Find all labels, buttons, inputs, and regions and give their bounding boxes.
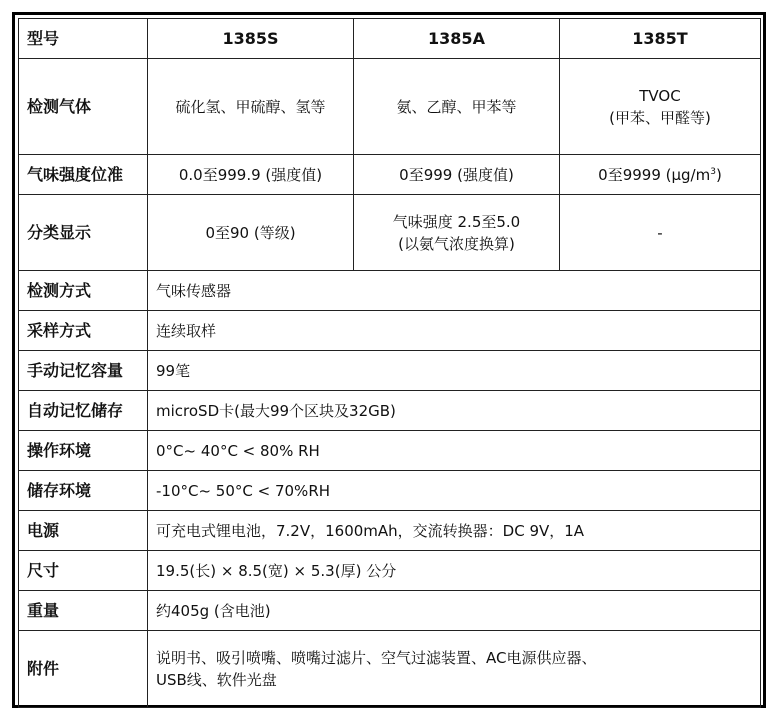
spec-label: 储存环境	[19, 471, 148, 511]
spec-label: 手动记忆容量	[19, 351, 148, 391]
classification-1385a	[354, 195, 560, 271]
gas-detection-label: 检测气体	[19, 59, 148, 155]
spec-label: 尺寸	[19, 551, 148, 591]
accessories-line2: USB线、软件光盘	[156, 671, 277, 689]
spec-row-sampling-method	[19, 311, 761, 351]
spec-value: 约405g (含电池)	[148, 591, 761, 631]
model-1385s: 1385S	[148, 19, 354, 59]
spec-value: 可充电式锂电池，7.2V，1600mAh，交流转换器：DC 9V，1A	[148, 511, 761, 551]
gas-detection-1385t-line1: TVOC	[639, 86, 681, 105]
gas-detection-1385a: 氨、乙醇、甲苯等	[354, 59, 560, 155]
classification-1385t: -	[560, 195, 761, 271]
spec-value: 气味传感器	[148, 271, 761, 311]
spec-row-storage-env	[19, 471, 761, 511]
spec-row-weight	[19, 591, 761, 631]
spec-label: 采样方式	[19, 311, 148, 351]
odor-level-1385t	[560, 155, 761, 195]
gas-detection-row	[19, 59, 761, 155]
classification-label: 分类显示	[19, 195, 148, 271]
spec-label: 电源	[19, 511, 148, 551]
gas-detection-1385t	[560, 59, 761, 155]
spec-row-dimensions	[19, 551, 761, 591]
spec-value: 19.5(长) × 8.5(宽) × 5.3(厚) 公分	[148, 551, 761, 591]
spec-label: 自动记忆储存	[19, 391, 148, 431]
header-row	[19, 19, 761, 59]
spec-value: 连续取样	[148, 311, 761, 351]
model-label: 型号	[19, 19, 148, 59]
spec-value: microSD卡(最大99个区块及32GB)	[148, 391, 761, 431]
gas-detection-1385t-line2: (甲苯、甲醛等)	[609, 108, 711, 127]
spec-table	[18, 18, 761, 708]
accessories-value	[148, 631, 761, 708]
gas-detection-1385s: 硫化氢、甲硫醇、氢等	[148, 59, 354, 155]
odor-level-row	[19, 155, 761, 195]
odor-level-1385t-main: 0至9999 (μg/m	[598, 165, 711, 184]
accessories-row	[19, 631, 761, 708]
classification-row	[19, 195, 761, 271]
spec-label: 检测方式	[19, 271, 148, 311]
odor-level-1385s: 0.0至999.9 (强度值)	[148, 155, 354, 195]
spec-row-detection-method	[19, 271, 761, 311]
accessories-line1: 说明书、吸引喷嘴、喷嘴过滤片、空气过滤装置、AC电源供应器、	[156, 649, 597, 667]
model-1385t: 1385T	[560, 19, 761, 59]
spec-value: 99笔	[148, 351, 761, 391]
spec-row-auto-memory	[19, 391, 761, 431]
classification-1385a-line1: 气味强度 2.5至5.0	[392, 212, 521, 231]
spec-label: 重量	[19, 591, 148, 631]
odor-level-1385a: 0至999 (强度值)	[354, 155, 560, 195]
spec-table-frame	[12, 12, 766, 708]
accessories-label: 附件	[19, 631, 148, 708]
spec-row-manual-memory	[19, 351, 761, 391]
spec-value: -10°C~ 50°C < 70%RH	[148, 471, 761, 511]
odor-level-label: 气味强度位准	[19, 155, 148, 195]
spec-row-operating-env	[19, 431, 761, 471]
classification-1385s: 0至90 (等级)	[148, 195, 354, 271]
spec-value: 0°C~ 40°C < 80% RH	[148, 431, 761, 471]
spec-label: 操作环境	[19, 431, 148, 471]
odor-level-1385t-close: )	[715, 165, 722, 184]
odor-level-1385t-superscript: 3	[710, 166, 716, 177]
classification-1385a-line2: (以氨气浓度换算)	[398, 234, 515, 253]
model-1385a: 1385A	[354, 19, 560, 59]
spec-row-power	[19, 511, 761, 551]
